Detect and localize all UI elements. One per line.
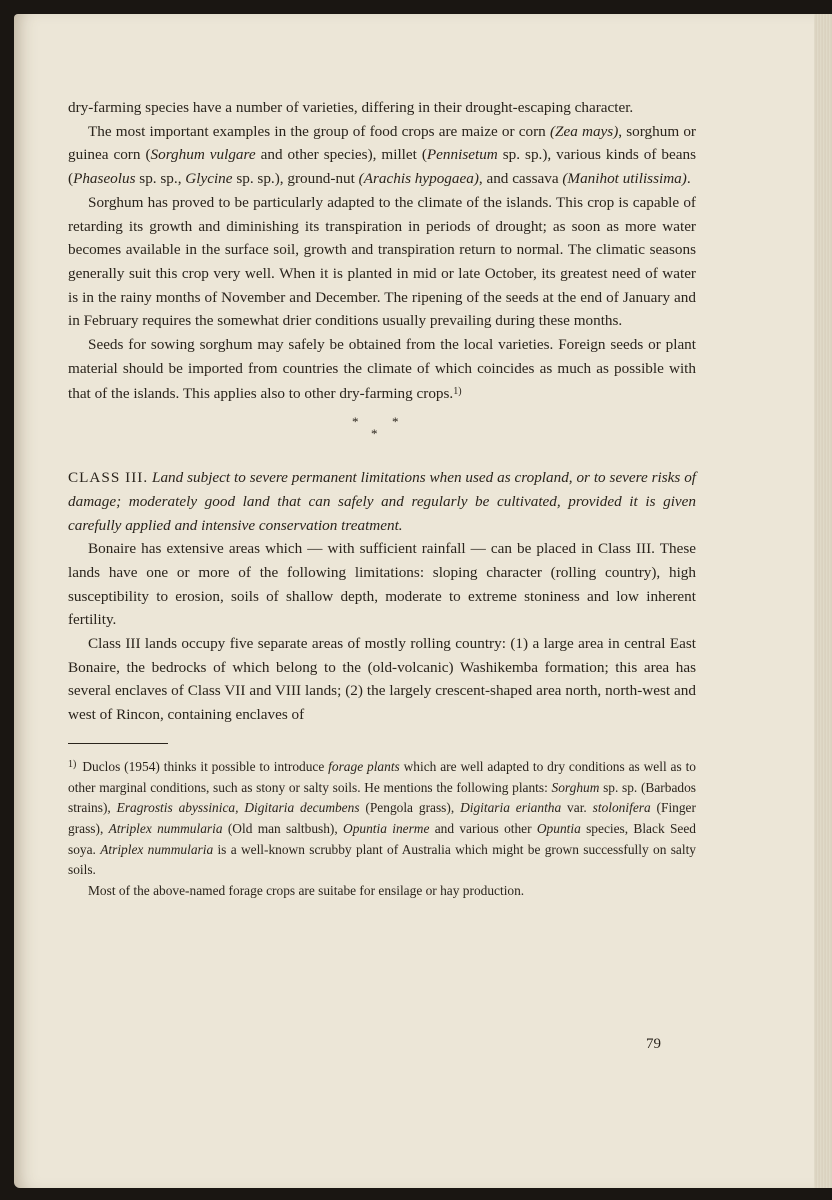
species-name: (Arachis hypogaea) xyxy=(358,170,479,188)
text-span: which are well adapted to dry conditions as well as to other marginal conditions, such as stony or salty soils. He mentions the following plants: xyxy=(68,758,696,795)
species-name: Glycine xyxy=(185,170,233,188)
footnote xyxy=(68,755,696,902)
footnote-reference: 1) xyxy=(453,386,462,398)
species-name: Pennisetum xyxy=(426,146,498,164)
species-name: Phaseolus xyxy=(73,170,136,188)
text-span: and other species), millet ( xyxy=(255,146,427,164)
italic-term: forage plants xyxy=(328,758,400,774)
class-iii-heading xyxy=(68,466,696,537)
text-span: var. xyxy=(561,800,593,816)
page-number: 79 xyxy=(646,1036,661,1052)
paragraph-sorghum-climate: Sorghum has proved to be particularly adapted to the climate of the islands. This crop is capable of retarding its growth and diminishing its transpiration in periods of drought; as soon as more water becomes available in the surface soil, growth and transpiration return to normal. The climatic seasons generally suit this crop very well. When it is planted in mid or late October, its greatest need of water is in the rainy months of November and December. The ripening of the seeds at the end of January and in February requires the somewhat drier conditions usually prevailing during these months. xyxy=(68,193,696,330)
text-span: sp. sp.), ground-nut xyxy=(232,170,359,188)
class-description: Land subject to severe permanent limitations when used as cropland, or to severe risks of damage; moderately good land that can safely and regularly be cultivated, provided it is given carefully applied and intensive conservation treatment. xyxy=(68,469,697,534)
text-span: Seeds for sowing sorghum may safely be obtained from the local varieties. Foreign seeds or plant material should be imported from countries the climate of which coincides as much as possible with that of the islands. This applies also to other dry-farming crops. xyxy=(68,336,696,403)
class-label: CLASS III. xyxy=(68,469,149,487)
text-span: species, Black Seed soya. xyxy=(68,820,696,857)
footnote-mark: 1) xyxy=(68,758,77,770)
species-name: Digitaria eriantha xyxy=(460,800,562,816)
text-span: (Old man saltbush), xyxy=(222,820,344,836)
star-glyph: * xyxy=(392,414,399,430)
species-name: Sorghum xyxy=(551,779,600,795)
species-name: Opuntia xyxy=(536,820,581,836)
footnote-text xyxy=(68,755,696,881)
species-name: Eragrostis abyssinica, Digitaria decumbens xyxy=(116,800,360,816)
paragraph-drought-escaping: dry-farming species have a number of varieties, differing in their drought-escaping character. xyxy=(68,99,634,116)
text-span: The most important examples in the group of food crops are maize or corn xyxy=(88,122,550,140)
species-name: (Zea mays) xyxy=(549,122,619,140)
paragraph-bonaire-areas: Bonaire has extensive areas which — with sufficient rainfall — can be placed in Class III. These lands have one or more of the following limitations: sloping character (rolling country), high susceptibility to erosion, soils of shallow depth, moderate to extreme stoniness and low inherent fertility. xyxy=(68,540,696,629)
text-span: sp. sp.), various kinds of beans ( xyxy=(68,146,697,188)
species-name: Atriplex nummularia xyxy=(100,841,214,857)
footnote-rule xyxy=(68,743,168,744)
page-body xyxy=(68,96,696,902)
species-name: Sorghum vulgare xyxy=(150,146,256,164)
text-span: is a well-known scrubby plant of Australia which might be grown successfully on salty soils. xyxy=(68,841,696,878)
species-name: stolonifera xyxy=(592,800,651,816)
paragraph-seeds xyxy=(68,333,696,406)
star-glyph: * xyxy=(371,426,378,442)
species-name: Opuntia inerme xyxy=(343,820,430,836)
species-name: (Manihot utilissima) xyxy=(562,170,687,188)
footnote-second-paragraph: Most of the above-named forage crops are suitabe for ensilage or hay production. xyxy=(88,883,525,899)
text-span: , and cassava xyxy=(478,170,563,188)
text-span: (Pengola grass), xyxy=(359,800,461,816)
text-span: , sorghum or guinea corn ( xyxy=(68,122,696,164)
text-span: sp. sp., xyxy=(135,170,186,188)
species-name: Atriplex nummularia xyxy=(108,820,223,836)
text-span: sp. sp. (Barbados strains), xyxy=(68,779,696,816)
text-span: and various other xyxy=(429,820,537,836)
paragraph-food-crops xyxy=(68,120,696,191)
text-span: (Finger grass), xyxy=(68,800,696,836)
section-divider-stars xyxy=(68,410,696,456)
text-span: Duclos (1954) thinks it possible to introduce xyxy=(82,758,329,774)
paragraph-class-iii-lands: Class III lands occupy five separate areas of mostly rolling country: (1) a large area in central East Bonaire, the bedrocks of which belong to the (old-volcanic) Washikemba formation; this area has several enclaves of Class VII and VIII lands; (2) the largely crescent-shaped area north, north-west and west of Rincon, containing enclaves of xyxy=(68,635,696,724)
star-glyph: * xyxy=(352,414,359,430)
text-span: . xyxy=(686,170,691,188)
page-edge-stack xyxy=(814,14,832,1188)
